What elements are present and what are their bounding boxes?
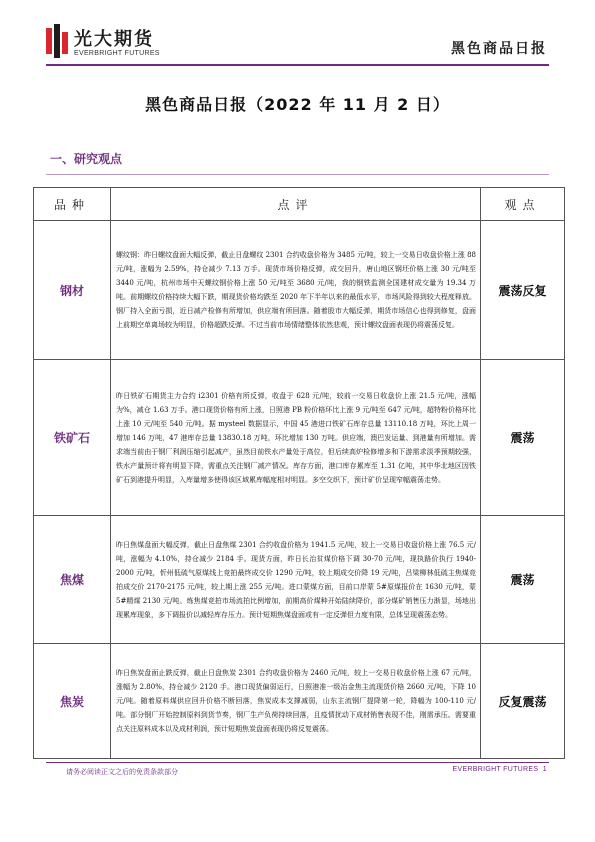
table-row [34, 221, 565, 360]
header-view: 观点 [481, 188, 565, 221]
logo-name-cn: 光大期货 [74, 29, 154, 50]
view-cell: 震荡反复 [481, 221, 565, 360]
header-comment: 点评 [111, 188, 481, 221]
view-cell: 反复震荡 [481, 644, 565, 759]
table-row [34, 644, 565, 759]
comment-cell: 昨日铁矿石期货主力合约 i2301 价格有所反弹，收盘于 628 元/吨，较前一交易日收盘价上涨 21.5 元/吨，涨幅为%，减仓 1.63 万手。港口现货价格有所上涨，日照港 PB 粉价格环比上涨 9 元/吨至 647 元/吨，超特粉价格环比上涨 10 元/吨至 540 元/吨。据 mysteel 数据显示，中国 45 港进口铁矿石库存总量 13110.18 万吨，环比上周一增加 146 万吨，47 港库存总量 13830.18 万吨，环比增加 130 万吨。供应端，澳巴发运量、到港量有所增加。需求端当前由于钢厂利润压缩引起减产，虽然目前铁水产量处于高位，但后续高炉检修增多和下游需求淡季预期较强，铁水产量预计将有明显下降，需重点关注钢厂减产情况。库存方面，港口库存累库至 1.31 亿吨，其中华北地区因铁矿石到港提升明显，入库量增多使得该区域累库幅度相对明显。多空交织下，预计矿价呈现窄幅震荡走势。 [111, 360, 481, 516]
footer-brand [453, 766, 547, 773]
view-cell: 震荡 [481, 360, 565, 516]
logo-mark-icon [46, 24, 70, 58]
table-row [34, 360, 565, 516]
footer-brand-name: EVERBRIGHT FUTURES [452, 766, 539, 773]
table-header-row [34, 188, 565, 221]
comment-cell: 螺纹钢：昨日螺纹盘面大幅反弹，截止日盘螺纹 2301 合约收盘价格为 3485 元/吨，较上一交易日收盘价格上涨 88 元/吨，涨幅为 2.59%，持仓减少 7.13 万手。现货市场价格反弹，成交回升，唐山地区钢坯价格上涨 30 元/吨至 3440 元/吨，杭州市场中天螺纹钢价格上涨 50 元/吨至 3680 元/吨，我的钢铁监测全国建材成交量为 19.34 万吨。前期螺纹价格持续大幅下跌，期现货价格均跌至 2020 年下半年以来的最低水平，市场风险得到较大程度释放。钢厂持入全面亏损，近日减产检修有所增加，供应端有所回落。随着股市大幅反弹，期货市场信心也得到修复，盘面上前期空单离场较为明显，价格超跌反弹。不过当前市场情绪整体依然悲观，预计螺纹盘面表现仍将震荡反复。 [111, 221, 481, 360]
variety-cell: 铁矿石 [34, 360, 111, 516]
variety-cell: 焦炭 [34, 644, 111, 759]
section-divider [46, 174, 549, 175]
document-title: 黑色商品日报（2022 年 11 月 2 日） [145, 95, 450, 114]
page-number: 1 [542, 766, 547, 773]
view-cell: 震荡 [481, 516, 565, 644]
footer-disclaimer: 请务必阅读正文之后的免责条款部分 [66, 768, 178, 776]
header-divider [46, 64, 549, 66]
table-row [34, 516, 565, 644]
section-heading: 一、研究观点 [50, 152, 123, 166]
report-name: 黑色商品日报 [451, 41, 547, 57]
research-view-table [33, 187, 565, 759]
logo-name-en: EVERBRIGHT FUTURES [74, 50, 160, 57]
variety-cell: 焦煤 [34, 516, 111, 644]
footer-divider [46, 762, 549, 763]
comment-cell: 昨日焦煤盘面大幅反弹，截止日盘焦煤 2301 合约收盘价格为 1941.5 元/吨，较上一交易日收盘价格上涨 76.5 元/吨，涨幅为 4.10%，持仓减少 2184 手。现货方面，昨日长治贫煤价格下调 30-70 元/吨，现执路价执行 1940-2000 元/吨，忻州低硫气原煤线上竞拍最终成交价 1290 元/吨，较上期成交价降 19 元/吨，吕梁柳林低硫主焦煤竞拍成交价 2170-2175 元/吨，较上期上涨 255 元/吨。进口蒙煤方面，目前口岸蒙 5#原煤报价在 1630 元/吨，蒙 5#精煤 2130 元/吨。炼焦煤竞拍市场流拍比例增加，前期高价煤种开始陆续降价，部分煤矿销售压力渐显，场地出现累库现象，多下调报价以减轻库存压力。预计短期焦煤盘面或有一定反弹但力度有限，总体呈现震荡态势。 [111, 516, 481, 644]
comment-cell: 昨日焦炭盘面止跌反弹，截止日盘焦炭 2301 合约收盘价格为 2460 元/吨，较上一交易日收盘价格上涨 67 元/吨，涨幅为 2.80%，持仓减少 2120 手。港口现货偏弱运行，日照港准一级冶金焦主流现货价格 2660 元/吨，下降 10 元/吨。随着原料煤供应回升价格不断回落，焦炭成本支撑减弱，山东主流钢厂提降第一轮，降幅为 100-110 元/吨。部分钢厂开始控制原料到货节奏，钢厂生产负荷持续回落，且疫情扰动下成材销售表现不佳，刚需承压。需要重点关注原料成本以及成材利润，预计短期焦炭盘面表现仍将反复震荡。 [111, 644, 481, 759]
header-variety: 品种 [34, 188, 111, 221]
variety-cell: 钢材 [34, 221, 111, 360]
